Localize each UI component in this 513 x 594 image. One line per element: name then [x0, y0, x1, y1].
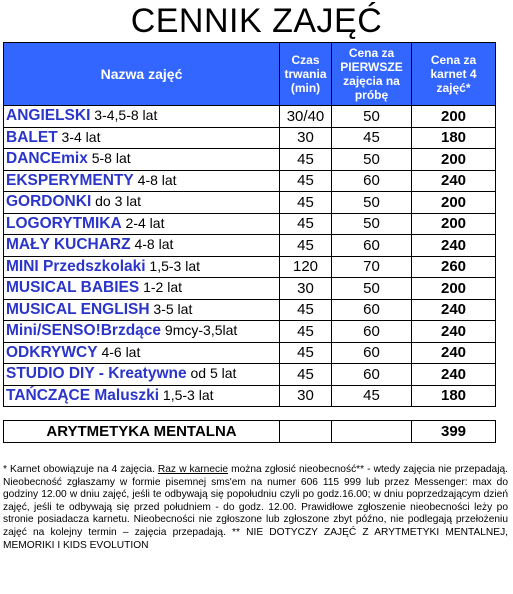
first-class-price: 70 [332, 256, 412, 278]
course-name: Mini/SENSO!Brzdące [6, 322, 162, 340]
course-name: EKSPERYMENTY [6, 171, 134, 189]
first-class-price: 60 [332, 299, 412, 321]
duration-cell: 30 [280, 278, 332, 300]
duration-cell: 45 [280, 170, 332, 192]
course-cell [4, 106, 280, 128]
course-age: 4-8 lat [130, 236, 174, 253]
spacer-row [4, 407, 496, 421]
pass-price: 240 [412, 342, 496, 364]
course-cell [4, 321, 280, 343]
first-class-price: 60 [332, 364, 412, 386]
first-class-price: 60 [332, 321, 412, 343]
course-age: od 5 lat [186, 365, 237, 382]
duration-cell: 45 [280, 342, 332, 364]
course-cell [4, 364, 280, 386]
course-age: do 3 lat [91, 193, 142, 210]
course-age: 1,5-3 lat [159, 386, 214, 403]
table-row [4, 342, 496, 364]
course-age: 4-8 lat [133, 171, 177, 188]
course-age: 5-8 lat [87, 150, 131, 167]
pass-price: 200 [412, 106, 496, 128]
course-cell [4, 149, 280, 171]
course-cell [4, 213, 280, 235]
header-row [4, 43, 496, 106]
course-name: LOGORYTMIKA [6, 214, 122, 232]
duration-cell: 30 [280, 127, 332, 149]
pass-price: 200 [412, 213, 496, 235]
course-name: BALET [6, 128, 58, 146]
table-row [4, 213, 496, 235]
table-row [4, 106, 496, 128]
note-text-start: * Karnet obowiązuje na 4 zajęcia. [3, 464, 158, 475]
course-age: 3-4 lat [57, 128, 101, 145]
table-row [4, 149, 496, 171]
duration-cell: 45 [280, 213, 332, 235]
first-class-price: 45 [332, 385, 412, 407]
first-class-price: 50 [332, 192, 412, 214]
pass-price: 200 [412, 149, 496, 171]
course-name: STUDIO DIY - Kreatywne [6, 365, 187, 383]
spacer-cell [280, 407, 332, 421]
course-age: 9mcy-3,5lat [161, 322, 238, 339]
course-name: ODKRYWCY [6, 343, 98, 361]
note-text-end: można zgłosić nieobecność** - wtedy zajęcia nie przepadają. Nieobecność zgłaszamy w formie pisemnej sms'em na numer 606 115 999 lub przez Messenger: max do godziny 12.00 w dniu zajęć, jeśli te odbywają się popołudniu czyli po godz.16.00; w dniu poprzedzającym dzień zajęć, jeśli te odbywają się przed południem - do godz. 12.00. Prawidłowe zgłoszenie nieobecności leży po stronie posiadacza karnetu. Nieobecności nie zgłoszone lub zgłoszone zbyt późno, nie podlegają przełożeniu zajęć na kolejny termin – zajęcia przepadają. ** NIE DOTYCZY ZAJĘĆ Z ARYTMETYKI MENTALNEJ, MEMORIKI I KIDS EVOLUTION [3, 464, 508, 551]
pass-price: 180 [412, 385, 496, 407]
pass-price: 200 [412, 192, 496, 214]
first-class-price: 50 [332, 213, 412, 235]
duration-cell: 45 [280, 321, 332, 343]
course-age: 1,5-3 lat [145, 257, 201, 274]
pass-terms-note [3, 464, 508, 552]
table-row [4, 278, 496, 300]
first-class-price: 50 [332, 106, 412, 128]
first-class-price: 60 [332, 342, 412, 364]
course-cell [4, 235, 280, 257]
note-underlined-text: Raz w karnecie [157, 464, 229, 475]
course-name: DANCEmix [6, 150, 88, 168]
header-first-class: Cena za PIERWSZE zajęcia na próbę [332, 43, 412, 106]
course-name: MINI Przedszkolaki [6, 257, 146, 275]
course-age: 1-2 lat [139, 279, 183, 296]
first-class-price: 50 [332, 278, 412, 300]
course-age: 4-6 lat [97, 343, 141, 360]
first-class-price: 60 [332, 170, 412, 192]
special-pass-price: 399 [412, 421, 496, 443]
table-row [4, 170, 496, 192]
spacer-cell [4, 407, 280, 421]
price-rows [4, 106, 496, 407]
course-cell [4, 278, 280, 300]
duration-cell: 45 [280, 299, 332, 321]
duration-cell: 45 [280, 192, 332, 214]
header-pass: Cena za karnet 4 zajęć* [412, 43, 496, 106]
header-name: Nazwa zajęć [4, 43, 280, 106]
table-row [4, 385, 496, 407]
table-row [4, 235, 496, 257]
course-cell [4, 127, 280, 149]
course-age: 3-5 lat [149, 300, 193, 317]
duration-cell: 45 [280, 235, 332, 257]
pass-price: 240 [412, 299, 496, 321]
course-cell [4, 342, 280, 364]
pass-price: 180 [412, 127, 496, 149]
course-name: GORDONKI [6, 193, 92, 211]
course-name: TAŃCZĄCE Maluszki [6, 386, 160, 404]
table-row [4, 127, 496, 149]
first-class-price: 45 [332, 127, 412, 149]
course-cell [4, 256, 280, 278]
course-name: MUSICAL BABIES [6, 279, 140, 297]
course-cell [4, 385, 280, 407]
spacer-cell [412, 407, 496, 421]
first-class-price: 60 [332, 235, 412, 257]
duration-cell: 30 [280, 385, 332, 407]
course-age: 3-4,5-8 lat [90, 107, 158, 124]
pass-price: 240 [412, 170, 496, 192]
duration-cell: 45 [280, 364, 332, 386]
header-duration: Czas trwania (min) [280, 43, 332, 106]
pass-price: 240 [412, 321, 496, 343]
course-name: ANGIELSKI [6, 107, 91, 125]
course-cell [4, 299, 280, 321]
pass-price: 260 [412, 256, 496, 278]
first-class-price: 50 [332, 149, 412, 171]
duration-cell: 30/40 [280, 106, 332, 128]
course-age: 2-4 lat [121, 214, 165, 231]
page-title: CENNIK ZAJĘĆ [130, 2, 383, 40]
special-duration [280, 421, 332, 443]
table-row [4, 364, 496, 386]
pass-price: 200 [412, 278, 496, 300]
special-row [4, 421, 496, 443]
duration-cell: 45 [280, 149, 332, 171]
table-row [4, 192, 496, 214]
course-name: MAŁY KUCHARZ [6, 236, 131, 254]
course-cell [4, 170, 280, 192]
special-first [332, 421, 412, 443]
pass-price: 240 [412, 364, 496, 386]
course-cell [4, 192, 280, 214]
special-course-name: ARYTMETYKA MENTALNA [4, 421, 280, 443]
course-name: MUSICAL ENGLISH [6, 300, 150, 318]
pass-price: 240 [412, 235, 496, 257]
price-table [3, 42, 496, 443]
table-row [4, 299, 496, 321]
table-row [4, 321, 496, 343]
duration-cell: 120 [280, 256, 332, 278]
spacer-cell [332, 407, 412, 421]
table-row [4, 256, 496, 278]
